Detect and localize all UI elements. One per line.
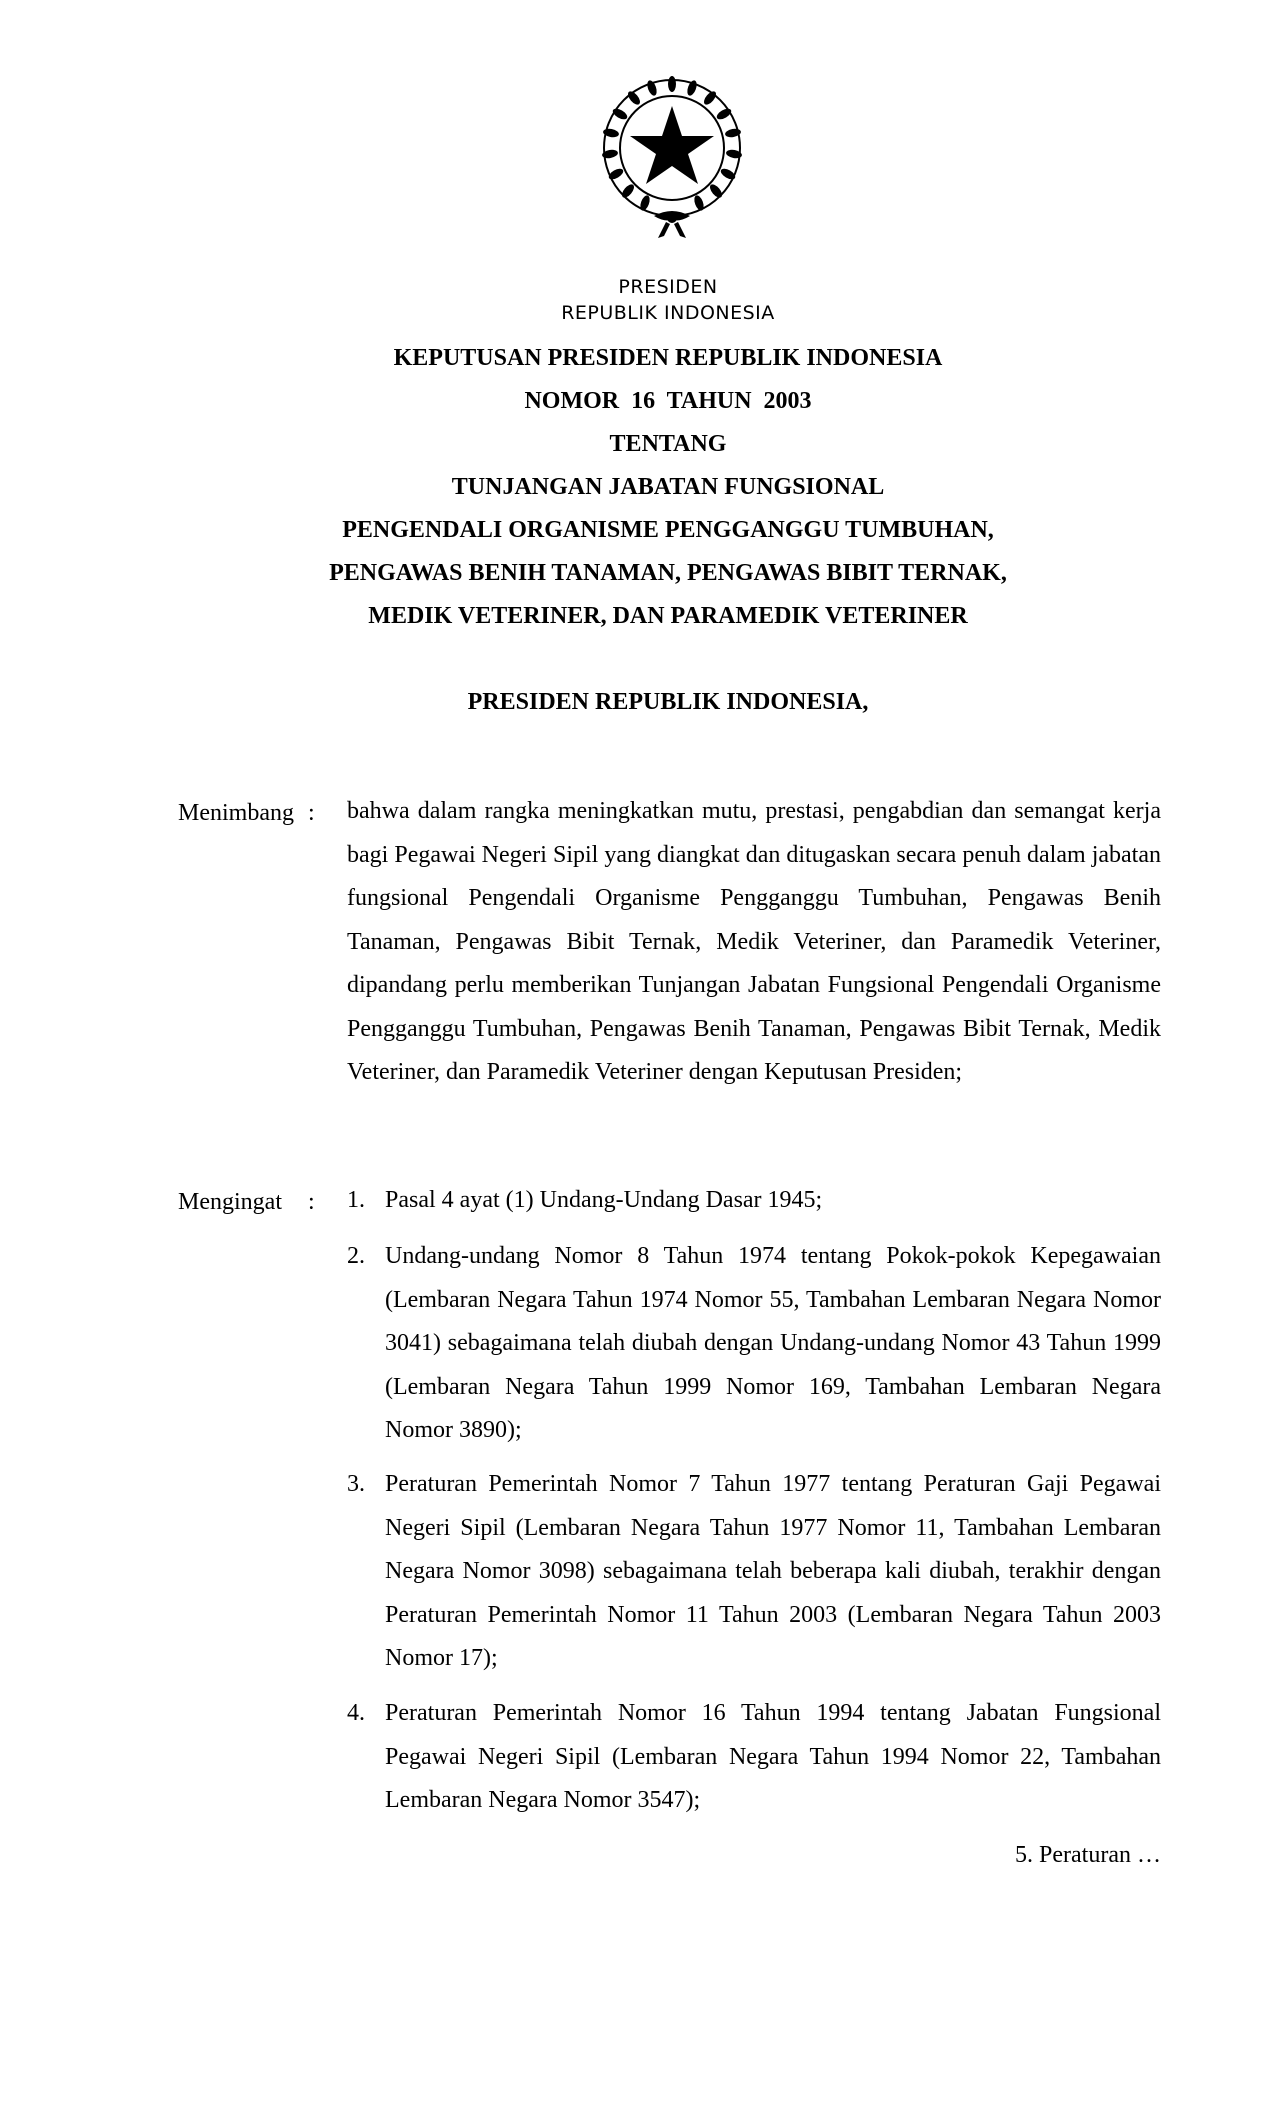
garuda-star-wreath-emblem xyxy=(592,70,752,242)
item-text: Peraturan Pemerintah Nomor 16 Tahun 1994 tentang Jabatan Fungsional Pegawai Negeri Sipil (Lembaran Negara Tahun 1994 Nomor 22, Tambahan Lembaran Negara Nomor 3547); xyxy=(385,1700,1161,1813)
title-line-4: TUNJANGAN JABATAN FUNGSIONAL xyxy=(451,474,885,500)
item-text: Pasal 4 ayat (1) Undang-Undang Dasar 1945; xyxy=(385,1187,823,1213)
mengingat-item-1 xyxy=(347,1179,1161,1223)
mengingat-item-2 xyxy=(347,1235,1161,1453)
continuation-marker: 5. Peraturan … xyxy=(1015,1842,1161,1868)
mengingat-item-4 xyxy=(347,1692,1161,1823)
item-number: 2. xyxy=(347,1243,365,1269)
issuer-line: PRESIDEN REPUBLIK INDONESIA, xyxy=(467,689,869,715)
mengingat-item-3 xyxy=(347,1463,1161,1681)
item-number: 3. xyxy=(347,1471,365,1497)
title-line-7: MEDIK VETERINER, DAN PARAMEDIK VETERINER xyxy=(368,603,968,629)
menimbang-label: Menimbang xyxy=(178,800,294,826)
title-line-2: NOMOR 16 TAHUN 2003 xyxy=(524,388,812,414)
item-text: Undang-undang Nomor 8 Tahun 1974 tentang Pokok-pokok Kepegawaian (Lembaran Negara Tahun 1974 Nomor 55, Tambahan Lembaran Negara Nomor 3041) sebagaimana telah diubah dengan Undang-undang Nomor 43 Tahun 1999 (Lembaran Negara Tahun 1999 Nomor 169, Tambahan Lembaran Negara Nomor 3890); xyxy=(385,1243,1161,1443)
title-line-5: PENGENDALI ORGANISME PENGGANGGU TUMBUHAN, xyxy=(342,517,994,543)
header-line-republik: REPUBLIK INDONESIA xyxy=(561,302,775,324)
title-line-6: PENGAWAS BENIH TANAMAN, PENGAWAS BIBIT TERNAK, xyxy=(329,560,1007,586)
title-line-1: KEPUTUSAN PRESIDEN REPUBLIK INDONESIA xyxy=(393,345,943,371)
mengingat-label: Mengingat xyxy=(178,1189,282,1215)
menimbang-colon: : xyxy=(308,800,315,826)
title-line-3: TENTANG xyxy=(609,431,727,457)
item-number: 1. xyxy=(347,1187,365,1213)
menimbang-text: bahwa dalam rangka meningkatkan mutu, prestasi, pengabdian dan semangat kerja bagi Pegawai Negeri Sipil yang diangkat dan ditugaskan secara penuh dalam jabatan fungsional Pengendali Organisme Pengganggu Tumbuhan, Pengawas Benih Tanaman, Pengawas Bibit Ternak, Medik Veteriner, dan Paramedik Veteriner, dipandang perlu memberikan Tunjangan Jabatan Fungsional Pengendali Organisme Pengganggu Tumbuhan, Pengawas Benih Tanaman, Pengawas Bibit Ternak, Medik Veteriner, dan Paramedik Veteriner dengan Keputusan Presiden; xyxy=(347,798,1161,1085)
mengingat-colon: : xyxy=(308,1189,315,1215)
item-number: 4. xyxy=(347,1700,365,1726)
item-text: Peraturan Pemerintah Nomor 7 Tahun 1977 tentang Peraturan Gaji Pegawai Negeri Sipil (Lembaran Negara Tahun 1977 Nomor 11, Tambahan Lembaran Negara Nomor 3098) sebagaimana telah beberapa kali diubah, terakhir dengan Peraturan Pemerintah Nomor 11 Tahun 2003 (Lembaran Negara Tahun 2003 Nomor 17); xyxy=(385,1471,1161,1671)
header-line-presiden: PRESIDEN xyxy=(618,276,718,298)
